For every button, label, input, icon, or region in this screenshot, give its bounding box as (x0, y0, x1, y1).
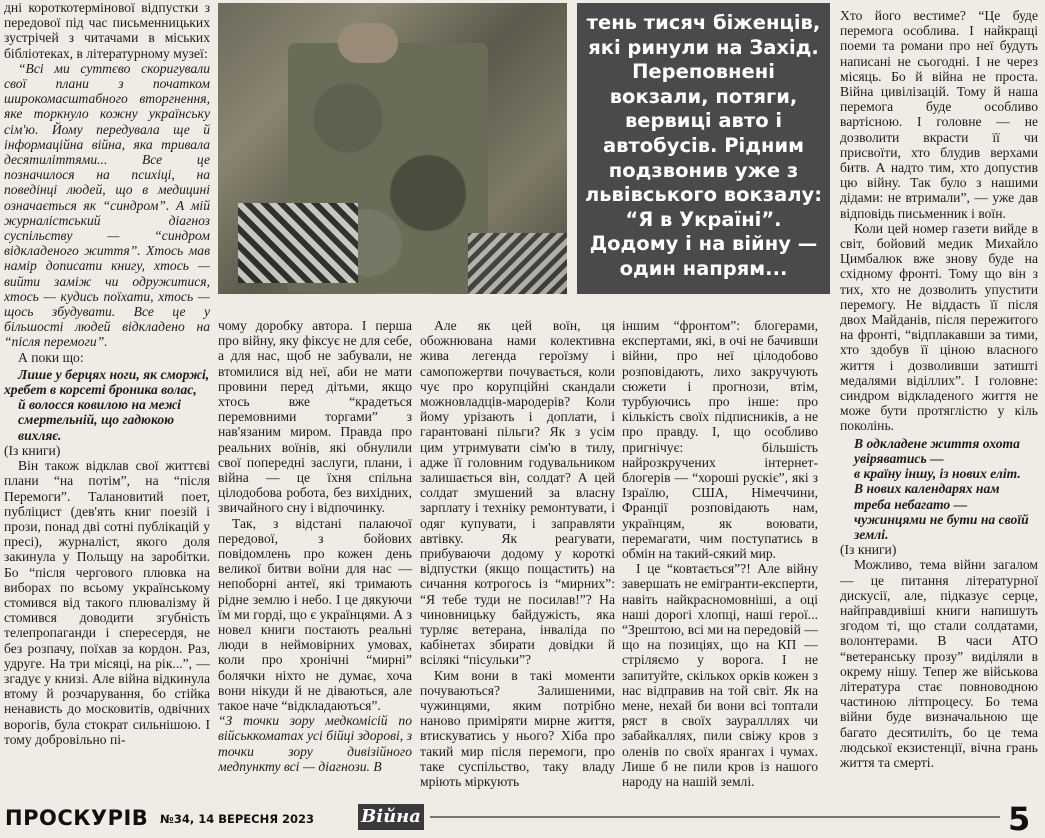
poem-line: Лише у берцях ноги, як сморжі, (18, 366, 210, 382)
issue-date: №34, 14 ВЕРЕСНЯ 2023 (160, 812, 315, 826)
paragraph: Хто його вестиме? “Це буде перемога особлива. І найкращі поеми та романи про неї будуть написані не сьогодні. І не через місяць. Бо й війна не проста. Війна цивілізацій. Тому й наша перемога буде особливо вартісною. І головне — не дозволити вкрасти її чи присвоїти, хто блудив верхами битв. А надто тим, хто допустив цю війну. Так було з нашими дідами: не втримали”, — уже дав відповідь письменник і воїн. (840, 8, 1038, 221)
section-badge: Війна (358, 804, 424, 830)
page-number: 5 (1008, 800, 1031, 838)
poem-line: В одкладене життя охота увіряватись — (854, 435, 1020, 466)
poem-line: чужинцями не бути на своїй землі. (854, 511, 1029, 542)
paragraph: “Всі ми суттєво скоригували свої плани з початком широкомасштабного вторгнення, яке торкнуло кожну українську сім'ю. Йому передувала ще й інформаційна війна, яка тривала десятиліттями... Все це позначилося на психіці, на поведінці людей, що в медицині означається як “синдром”. А мій журналістський діагноз суспільству — “синдром відкладеного життя”. Хтось мав намір дописати книгу, хтось — вийти заміж чи одружитися, хтось — кудись поїхати, хтось — щось збудувати. Все це у більшості людей відкладено на “після перемоги”. (4, 60, 210, 350)
article-column-3 (420, 318, 615, 800)
paragraph: Але як цей воїн, ця обожнювана нами колективна жива легенда героїзму і самопожертви почувається, коли чує про корупційні скандали можновладців-мародерів? Коли йому урізають і доплати, і гарантовані пільги? Як з усім цим утримувати сім'ю в тилу, адже її головним годувальником залишається він, солдат? А цей солдат змушений за власну зарплату і техніку ремонтувати, і одяг купувати, і заправляти автівку. Як реагувати, прибуваючи додому у короткі відпустки (якщо пощастить) на сичання котрогось із “мирних”: “Я тебе туди не посилав!”? На чиновницьку байдужість, яка турляє ветерана, інваліда по кабінетах збирати довідки й всілякі “пісульки”? (420, 318, 615, 668)
paragraph: Ким вони в такі моменти почуваються? Залишеними, чужинцями, яким потрібно наново приміряти мирне життя, втискуватись у нього? Хіба про такий мир після перемоги, про таке суспільство, таку владу мріють міркують (420, 667, 615, 790)
flag-image (238, 203, 358, 283)
poem-source: (Із книги) (4, 442, 61, 458)
paragraph: Він також відклав свої життєві плани “на потім”, на “після Перемоги”. Талановитий поет, публіцист (дев'ять книг поезій і прози, понад дві сотні публікацій у пресі), журналіст, якого доля закинула у Польщу на заробітки. Бо “після чергового плювка на виборах по всьому українському стомився від такого плювалізму й стомився доводити згубність телепропаганди і спересердя, не без розпачу, поїхав за кордон. Раз, удруге. На три місяці, на рік...”, — згадує у книзі. Але війна відкинула втому й розчарування, бо стійка ненависть до московитів, одвічних ворогів, була стократ сильнішою. І тому добровільно пі- (4, 458, 210, 747)
poem-line: в країну іншу, із нових еліт. (854, 466, 1021, 482)
footer-rule (430, 816, 1000, 818)
article-column-1 (4, 0, 210, 800)
paragraph: І це “ковтається”?! Але війну завершать не емігранти-експерти, навіть найкрасномовніші, а оці наші дорогі хлопці, наші герої... “Зрештою, всі ми на передовій — що на позиціях, що на КП — стріляємо у ворога. І не запитуйте, скількох орків кожен з нас відправив на той світ. Як на мене, нехай би вони всі топтали ряст в своїх зауралллях чи забайкаллях, пили свіжу кров з оленів по своїх ярангах і чумах. Лише б не пили кров із нашого народу на нашій землі. (622, 561, 818, 790)
paragraph: А поки що: (18, 349, 84, 365)
pull-quote-box (577, 3, 830, 294)
paragraph: Так, з відстані палаючої передової, з бойових повідомлень про кожен день великої битви воїни для нас — непоборні антеї, які тримають рідне землю і небо. І це дякуючи їм ми горді, що є українцями. А з новел книги постають реальні люди в неймовірних умовах, коли про хронічні “мирні” болячки ніхто не думає, хоча вони нікуди й не діваються, але такое наче “відкладаються”. (218, 515, 412, 714)
paragraph: дні короткотермінової відпустки з передової під час письменницьких зустрічей з читачами в міських бібліотеках, в літературному музеї: (4, 0, 210, 61)
paragraph: чому доробку автора. І перша про війну, яку фіксує не для себе, а для нас, щоб не забували, не втомилися від неї, аби не мати провини перед дітьми, якщо хтось вже “крадеться перемовними торгами” з нав'язаним миром. Правда про реальних воїнів, які обнулили свої попередні заслуги, плани, і війна — це їхня спільна цілодобова робота, без вихідних, звичайного сну і відпочинку. (218, 318, 412, 516)
article-column-4 (622, 318, 818, 800)
page-footer (0, 800, 1045, 838)
paragraph: “З точки зору медкомісій по військкоматах усі бійці здорові, з точки зору дивізійного медпункту всі — діагнози. В (218, 713, 412, 774)
pull-quote-text: тень тисяч біженців, які ринули на Захід. Переповнені вокзали, потяги, вервиці авто і автобусів. Рідним подзвонив уже з львівського вокзалу: “Я в Україні”. Додому і на війну — один напрям... (584, 11, 823, 280)
newspaper-brand: ПРОСКУРІВ (5, 806, 149, 830)
poem-line: хребет в корсеті броника волас, (4, 382, 197, 398)
hand-image (338, 23, 398, 63)
poem-source: (Із книги) (840, 542, 897, 558)
flag-image (468, 233, 567, 294)
article-column-2 (218, 318, 412, 800)
paragraph: іншим “фронтом”: блогерами, експертами, які, в очі не бачивши війни, про неї цілодобово розповідають, лихо закручують сюжети і прогнози, втім, турбуючись про інше: про кількість своїх підписників, а не про правду. І, що особливо пригнічує: більшість найрозкручених інтернет-блогерів — “хороші рускіє”, які з Ізраїлю, США, Німеччини, Франції розповідають нам, українцям, як воювати, перемагати, чим поступатись в обмін на такий-сякий мир. (622, 318, 818, 562)
paragraph: Коли цей номер газети вийде в світ, бойовий медик Михайло Цимбалюк вже знову буде на східному фронті. Тому що він з тих, хто не дозволить упустити перемогу. Не віддасть її після двох Майданів, після пережитого на фронті, “відплакавши за тими, хто здобув її ціною власного життя і дозволивши затишті медалями віділлих”. І головне: синдром відкладеного життя не може бути протяглістю у кіль поколінь. (840, 220, 1038, 434)
poem-line: й волосся ковилою на межі смертельній, що гадюкою вихляє. (18, 397, 181, 443)
poem-excerpt (840, 436, 1038, 542)
poem-excerpt (4, 367, 210, 443)
paragraph: Можливо, тема війни загалом — це питання літературної дискусії, але, підказує серце, найправдивіші книги напишуть згодом ті, що стали солдатами, волонтерами. В часи АТО “ветеранську прозу” виділяли в окрему нішу. Тепер же військова література стає повноводною частиною літпроцесу. Бо тема війни буде визначальною ще багато десятиліть, бо це тема людської екзистенції, вічна грань життя та смерті. (840, 557, 1038, 770)
poem-line: В нових календарях нам треба небагато — (854, 481, 1000, 512)
article-photo (218, 3, 567, 294)
article-column-5 (840, 8, 1038, 800)
